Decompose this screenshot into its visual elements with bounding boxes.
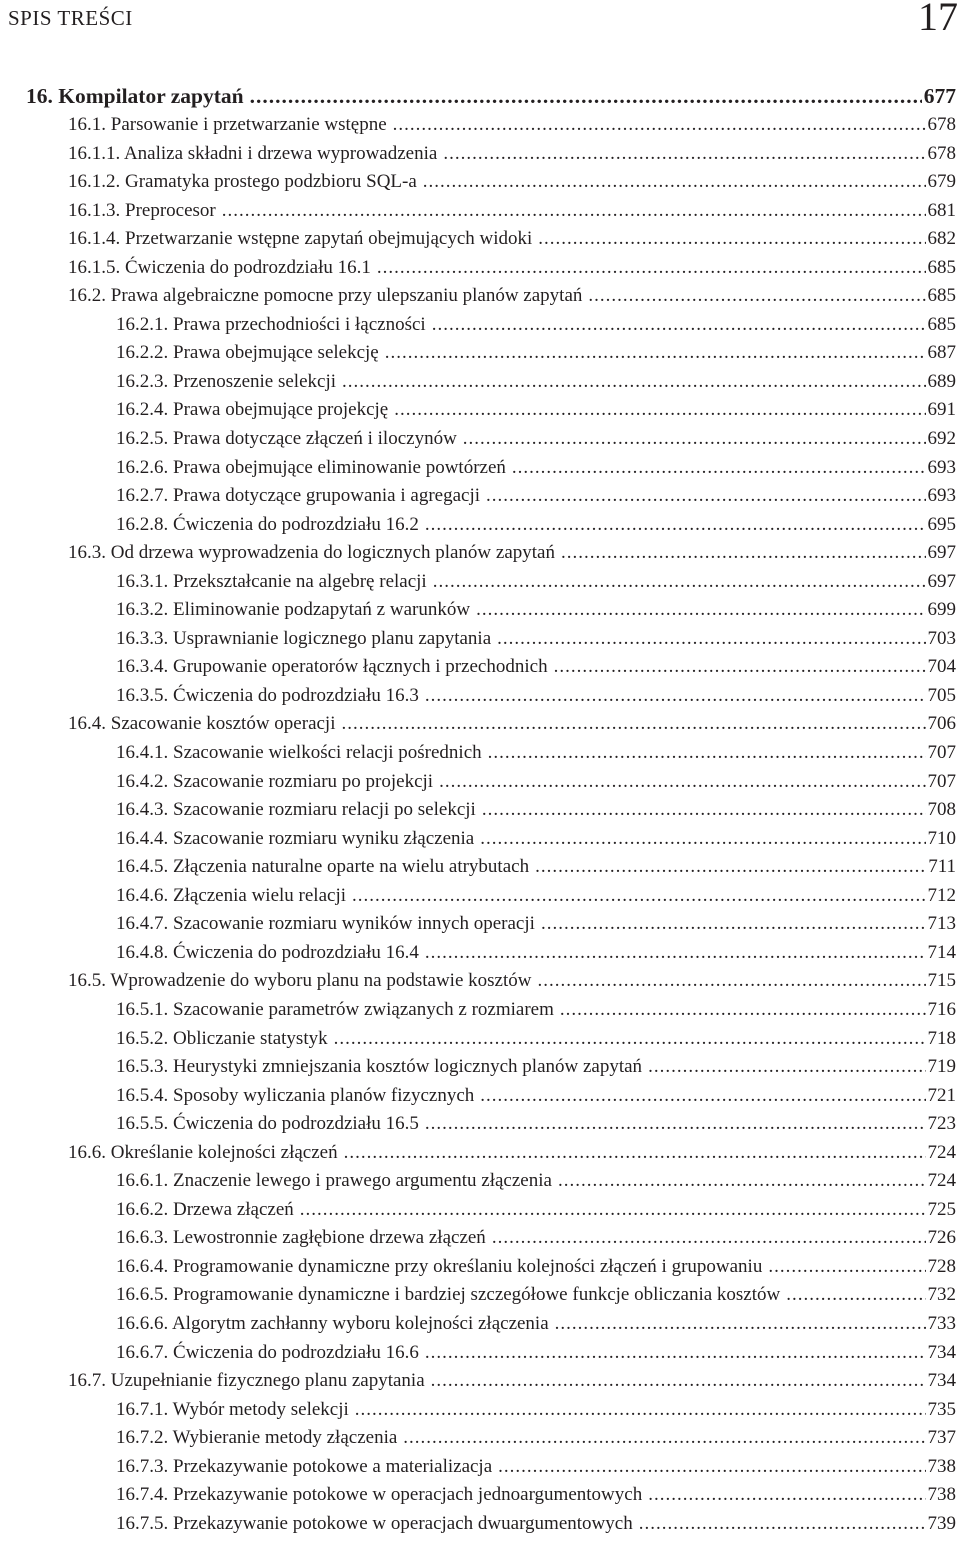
toc-entry[interactable] xyxy=(0,1370,960,1399)
dot-leader xyxy=(439,771,925,793)
dot-leader xyxy=(425,685,926,707)
dot-leader xyxy=(648,1484,925,1506)
dot-leader xyxy=(377,257,926,279)
dot-leader xyxy=(423,171,926,193)
toc-entry-page: 678 xyxy=(927,114,956,135)
toc-entry[interactable] xyxy=(0,599,960,628)
toc-entry-title: 16. Kompilator zapytań xyxy=(26,84,244,108)
toc-entry-title: 16.6.3. Lewostronnie zagłębione drzewa złączeń xyxy=(116,1227,486,1249)
toc-entry-title: 16.2. Prawa algebraiczne pomocne przy ulepszaniu planów zapytań xyxy=(68,285,583,307)
toc-entry-title: 16.7.4. Przekazywanie potokowe w operacjach jednoargumentowych xyxy=(116,1484,643,1506)
toc-entry-page: 721 xyxy=(927,1084,956,1106)
dot-leader xyxy=(393,114,926,136)
toc-entry[interactable] xyxy=(0,1313,960,1342)
toc-entry-page: 681 xyxy=(927,199,956,221)
toc-entry[interactable] xyxy=(0,84,960,112)
toc-entry-page: 724 xyxy=(927,1170,956,1192)
toc-entry-title: 16.1.4. Przetwarzanie wstępne zapytań obejmujących widoki xyxy=(68,228,533,250)
toc-entry[interactable] xyxy=(0,828,960,857)
toc-entry-page: 712 xyxy=(927,884,956,906)
toc-entry[interactable] xyxy=(0,999,960,1028)
dot-leader xyxy=(480,828,925,850)
toc-entry-title: 16.4.6. Złączenia wielu relacji xyxy=(116,884,347,906)
dot-leader xyxy=(443,143,925,165)
toc-entry[interactable] xyxy=(0,171,960,200)
toc-entry-page: 733 xyxy=(927,1312,956,1334)
toc-entry[interactable] xyxy=(0,942,960,971)
toc-entry-page: 711 xyxy=(928,856,956,878)
toc-entry-title: 16.6.2. Drzewa złączeń xyxy=(116,1198,294,1220)
toc-entry[interactable] xyxy=(0,257,960,286)
toc-entry[interactable] xyxy=(0,1142,960,1171)
dot-leader xyxy=(425,942,926,964)
dot-leader xyxy=(555,1313,926,1335)
toc-entry[interactable] xyxy=(0,742,960,771)
dot-leader xyxy=(480,1085,925,1107)
toc-entry[interactable] xyxy=(0,571,960,600)
dot-leader xyxy=(463,428,926,450)
toc-entry[interactable] xyxy=(0,514,960,543)
toc-entry-title: 16.6.1. Znaczenie lewego i prawego argumentu złączenia xyxy=(116,1170,552,1192)
dot-leader xyxy=(355,1399,926,1421)
toc-entry-page: 679 xyxy=(927,171,956,193)
toc-entry[interactable] xyxy=(0,771,960,800)
toc-entry-page: 706 xyxy=(927,713,956,735)
toc-entry-title: 16.5.1. Szacowanie parametrów związanych z rozmiarem xyxy=(116,998,554,1020)
dot-leader xyxy=(488,742,926,764)
toc-entry-title: 16.2.5. Prawa dotyczące złączeń i iloczynów xyxy=(116,428,457,450)
toc-entry-title: 16.5.2. Obliczanie statystyk xyxy=(116,1027,328,1049)
dot-leader xyxy=(300,1199,926,1221)
toc-entry[interactable] xyxy=(0,628,960,657)
toc-entry-page: 738 xyxy=(927,1484,956,1506)
toc-entry-title: 16.1.5. Ćwiczenia do podrozdziału 16.1 xyxy=(68,256,371,278)
dot-leader xyxy=(786,1284,925,1306)
toc-entry-title: 16.2.4. Prawa obejmujące projekcję xyxy=(116,399,389,421)
dot-leader xyxy=(403,1427,925,1449)
toc-entry-title: 16.1.1. Analiza składni i drzewa wyprowadzenia xyxy=(68,142,438,164)
toc-entry[interactable] xyxy=(0,1056,960,1085)
toc-entry-page: 734 xyxy=(927,1370,956,1392)
toc-entry-page: 692 xyxy=(927,428,956,450)
toc-entry-page: 719 xyxy=(927,1056,956,1078)
dot-leader xyxy=(250,84,922,109)
toc-entry[interactable] xyxy=(0,542,960,571)
toc-entry-title: 16.3.1. Przekształcanie na algebrę relacji xyxy=(116,570,427,592)
dot-leader xyxy=(486,485,925,507)
toc-entry-title: 16.6.5. Programowanie dynamiczne i bardziej szczegółowe funkcje obliczania kosztów xyxy=(116,1284,781,1306)
dot-leader xyxy=(432,314,926,336)
dot-leader xyxy=(561,542,926,564)
toc-entry[interactable] xyxy=(0,885,960,914)
toc-entry-title: 16.2.6. Prawa obejmujące eliminowanie powtórzeń xyxy=(116,456,506,478)
dot-leader xyxy=(538,228,925,250)
toc-entry-page: 715 xyxy=(927,970,956,992)
dot-leader xyxy=(431,1370,926,1392)
toc-entry[interactable] xyxy=(0,285,960,314)
dot-leader xyxy=(342,713,926,735)
dot-leader xyxy=(385,342,926,364)
dot-leader xyxy=(352,885,925,907)
toc-entry[interactable] xyxy=(0,970,960,999)
toc-entry-title: 16.2.1. Prawa przechodniości i łączności xyxy=(116,313,426,335)
dot-leader xyxy=(425,1342,926,1364)
toc-entry[interactable] xyxy=(0,371,960,400)
toc-entry-title: 16.4.1. Szacowanie wielkości relacji pośrednich xyxy=(116,742,482,764)
toc-entry-title: 16.3.2. Eliminowanie podzapytań z warunków xyxy=(116,599,471,621)
toc-entry-page: 713 xyxy=(927,913,956,935)
toc-entry-page: 737 xyxy=(927,1427,956,1449)
dot-leader xyxy=(334,1028,926,1050)
toc-entry-page: 707 xyxy=(927,770,956,792)
toc-entry[interactable] xyxy=(0,1456,960,1485)
toc-entry[interactable] xyxy=(0,114,960,143)
dot-leader xyxy=(425,514,926,536)
toc-entry-title: 16.7. Uzupełnianie fizycznego planu zapytania xyxy=(68,1370,425,1392)
dot-leader xyxy=(425,1113,926,1135)
toc-entry[interactable] xyxy=(0,143,960,172)
dot-leader xyxy=(535,856,926,878)
dot-leader xyxy=(648,1056,925,1078)
toc-entry-title: 16.4.2. Szacowanie rozmiaru po projekcji xyxy=(116,770,434,792)
dot-leader xyxy=(394,399,925,421)
dot-leader xyxy=(476,599,925,621)
dot-leader xyxy=(537,970,925,992)
dot-leader xyxy=(554,656,926,678)
toc-entry-title: 16.3.5. Ćwiczenia do podrozdziału 16.3 xyxy=(116,684,419,706)
dot-leader xyxy=(541,913,926,935)
dot-leader xyxy=(558,1170,926,1192)
toc-entry-title: 16.4.5. Złączenia naturalne oparte na wielu atrybutach xyxy=(116,856,530,878)
toc-entry[interactable] xyxy=(0,314,960,343)
toc-entry-title: 16.6.4. Programowanie dynamiczne przy określaniu kolejności złączeń i grupowaniu xyxy=(116,1255,763,1277)
toc-entry-page: 707 xyxy=(927,742,956,764)
dot-leader xyxy=(492,1227,926,1249)
toc-entry[interactable] xyxy=(0,342,960,371)
toc-entry-page: 728 xyxy=(927,1255,956,1277)
toc-entry[interactable] xyxy=(0,1256,960,1285)
dot-leader xyxy=(639,1513,926,1535)
dot-leader xyxy=(497,628,925,650)
toc-entry-page: 685 xyxy=(927,313,956,335)
toc-entry[interactable] xyxy=(0,799,960,828)
toc-entry-page: 735 xyxy=(927,1398,956,1420)
dot-leader xyxy=(498,1456,925,1478)
toc-entry-page: 677 xyxy=(923,84,956,108)
dot-leader xyxy=(344,1142,926,1164)
dot-leader xyxy=(482,799,926,821)
toc-entry-title: 16.2.7. Prawa dotyczące grupowania i agregacji xyxy=(116,485,481,507)
toc-entry-page: 697 xyxy=(927,542,956,564)
toc-entry-page: 687 xyxy=(927,342,956,364)
toc-entry[interactable] xyxy=(0,656,960,685)
toc-entry-page: 693 xyxy=(927,456,956,478)
running-header xyxy=(8,0,958,40)
toc-entry-title: 16.2.2. Prawa obejmujące selekcję xyxy=(116,342,379,364)
dot-leader xyxy=(588,285,925,307)
toc-entry[interactable] xyxy=(0,200,960,229)
toc-entry-title: 16.2.3. Przenoszenie selekcji xyxy=(116,370,337,392)
toc-entry-page: 704 xyxy=(927,656,956,678)
toc-entry[interactable] xyxy=(0,1199,960,1228)
toc-entry[interactable] xyxy=(0,399,960,428)
toc-entry-page: 699 xyxy=(927,599,956,621)
toc-entry[interactable] xyxy=(0,856,960,885)
toc-entry-page: 710 xyxy=(927,827,956,849)
dot-leader xyxy=(342,371,925,393)
toc-entry-title: 16.1. Parsowanie i przetwarzanie wstępne xyxy=(68,114,387,135)
toc-entry-title: 16.4.8. Ćwiczenia do podrozdziału 16.4 xyxy=(116,941,419,963)
toc-entry-title: 16.4.3. Szacowanie rozmiaru relacji po selekcji xyxy=(116,799,476,821)
dot-leader xyxy=(560,999,926,1021)
toc-entry-page: 726 xyxy=(927,1227,956,1249)
toc-entry-page: 691 xyxy=(927,399,956,421)
toc-entry-page: 716 xyxy=(927,998,956,1020)
toc-entry[interactable] xyxy=(0,1399,960,1428)
toc-entry[interactable] xyxy=(0,1085,960,1114)
dot-leader xyxy=(222,200,926,222)
toc-entry-title: 16.6.6. Algorytm zachłanny wyboru kolejności złączenia xyxy=(116,1312,549,1334)
toc-entry-page: 682 xyxy=(927,228,956,250)
toc-entry[interactable] xyxy=(0,457,960,486)
toc-entry-page: 723 xyxy=(927,1113,956,1135)
toc-entry-title: 16.4.7. Szacowanie rozmiaru wyników innych operacji xyxy=(116,913,535,935)
toc-entry-title: 16.1.2. Gramatyka prostego podzbioru SQL-a xyxy=(68,171,417,193)
toc-entry[interactable] xyxy=(0,1028,960,1057)
toc-entry-title: 16.7.3. Przekazywanie potokowe a materializacja xyxy=(116,1455,493,1477)
toc-entry-page: 739 xyxy=(927,1512,956,1534)
dot-leader xyxy=(512,457,926,479)
toc-entry-title: 16.6.7. Ćwiczenia do podrozdziału 16.6 xyxy=(116,1341,419,1363)
toc-entry-title: 16.7.1. Wybór metody selekcji xyxy=(116,1398,349,1420)
toc-entry[interactable] xyxy=(0,1170,960,1199)
toc-entry-title: 16.6. Określanie kolejności złączeń xyxy=(68,1141,338,1163)
toc-entry-page: 689 xyxy=(927,370,956,392)
toc-entry-title: 16.4. Szacowanie kosztów operacji xyxy=(68,713,336,735)
toc-entry-title: 16.7.5. Przekazywanie potokowe w operacjach dwuargumentowych xyxy=(116,1512,633,1534)
dot-leader xyxy=(768,1256,925,1278)
dot-leader xyxy=(433,571,926,593)
toc-entry[interactable] xyxy=(0,913,960,942)
toc-entry[interactable] xyxy=(0,1513,960,1541)
toc-entry-page: 678 xyxy=(927,142,956,164)
toc-entry-title: 16.3.4. Grupowanie operatorów łącznych i przechodnich xyxy=(116,656,548,678)
toc-entry-title: 16.5.3. Heurystyki zmniejszania kosztów logicznych planów zapytań xyxy=(116,1056,643,1078)
toc-entry-page: 714 xyxy=(927,941,956,963)
toc-entry-page: 738 xyxy=(927,1455,956,1477)
toc-entry-page: 697 xyxy=(927,570,956,592)
toc-entry-title: 16.4.4. Szacowanie rozmiaru wyniku złączenia xyxy=(116,827,475,849)
toc-entry[interactable] xyxy=(0,685,960,714)
toc-entry-page: 718 xyxy=(927,1027,956,1049)
page-number: 17 xyxy=(918,0,958,39)
toc-entry-page: 734 xyxy=(927,1341,956,1363)
toc-entry-title: 16.5.5. Ćwiczenia do podrozdziału 16.5 xyxy=(116,1113,419,1135)
toc-entry-page: 708 xyxy=(927,799,956,821)
toc-entry-title: 16.3.3. Usprawnianie logicznego planu zapytania xyxy=(116,627,492,649)
toc-entry[interactable] xyxy=(0,1427,960,1456)
toc-entry-page: 703 xyxy=(927,627,956,649)
toc-entry[interactable] xyxy=(0,1113,960,1142)
toc-entry-page: 705 xyxy=(927,684,956,706)
toc-entry-title: 16.1.3. Preprocesor xyxy=(68,199,216,221)
toc-entry-page: 732 xyxy=(927,1284,956,1306)
toc-entry[interactable] xyxy=(0,485,960,514)
toc-entry-title: 16.5.4. Sposoby wyliczania planów fizycznych xyxy=(116,1084,475,1106)
toc-entry[interactable] xyxy=(0,1342,960,1371)
section-title: SPIS TREŚCI xyxy=(8,6,133,30)
toc-entry-title: 16.7.2. Wybieranie metody złączenia xyxy=(116,1427,398,1449)
table-of-contents xyxy=(0,84,960,1541)
toc-entry-title: 16.3. Od drzewa wyprowadzenia do logicznych planów zapytań xyxy=(68,542,555,564)
toc-entry-page: 725 xyxy=(927,1198,956,1220)
toc-entry-title: 16.5. Wprowadzenie do wyboru planu na podstawie kosztów xyxy=(68,970,532,992)
toc-entry-page: 693 xyxy=(927,485,956,507)
toc-entry[interactable] xyxy=(0,713,960,742)
toc-entry-page: 685 xyxy=(927,285,956,307)
toc-entry-page: 724 xyxy=(927,1141,956,1163)
toc-entry[interactable] xyxy=(0,228,960,257)
toc-entry[interactable] xyxy=(0,1227,960,1256)
toc-entry-page: 695 xyxy=(927,513,956,535)
toc-entry[interactable] xyxy=(0,428,960,457)
toc-entry-title: 16.2.8. Ćwiczenia do podrozdziału 16.2 xyxy=(116,513,419,535)
toc-entry[interactable] xyxy=(0,1484,960,1513)
toc-entry[interactable] xyxy=(0,1284,960,1313)
toc-entry-page: 685 xyxy=(927,256,956,278)
